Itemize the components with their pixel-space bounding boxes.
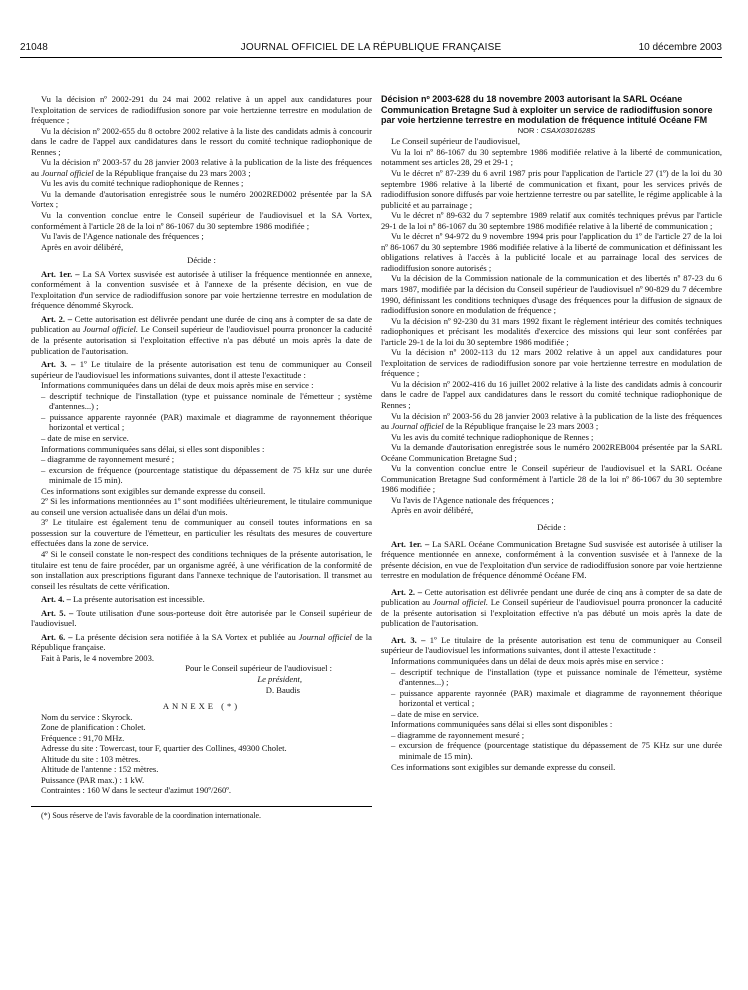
- article-text: La présente autorisation est incessible.: [70, 594, 205, 605]
- header-rule: [20, 57, 722, 58]
- footnote: (*) Sous réserve de l'avis favorable de la coordination internationale.: [41, 811, 262, 820]
- annexe-item: Nom du service : Skyrock.: [41, 711, 133, 722]
- journal-officiel-ref: Journal officiel: [391, 421, 444, 432]
- article-label: Art. 3. –: [41, 359, 76, 370]
- body-paragraph: Ces informations sont exigibles sur demande expresse du conseil.: [41, 485, 266, 496]
- article-3: [381, 635, 722, 656]
- visa-paragraph: Vu la décision nº 2002-416 du 16 juillet 2002 relative à la liste des candidats admis à concourir dans le cadre de l'appel aux candidatures dans le ressort du comité technique radiophonique de Rennes ;: [381, 378, 722, 410]
- article-label: Art. 4. –: [41, 594, 71, 605]
- article-label: Art. 1er. –: [41, 268, 80, 279]
- list-item: – diagramme de rayonnement mesuré ;: [41, 454, 175, 465]
- article-4: [31, 594, 372, 605]
- signature-line: Pour le Conseil supérieur de l'audiovisuel :: [185, 663, 332, 674]
- article-label: Art. 1er. –: [391, 538, 430, 549]
- article-text: Le Conseil supérieur de l'audiovisuel pourra prononcer la caducité de la présente autorisation si l'exploitation effective n'a pas débuté un mois après la date de publication de l'autorisation.: [381, 597, 722, 629]
- journal-officiel-ref: Journal officiel.: [432, 597, 489, 608]
- visa-paragraph: Vu la décision nº 2002-655 du 8 octobre 2002 relative à la liste des candidats admis à concourir dans le cadre de l'appel aux candidatures dans le ressort du comité technique radiophonique de Rennes ;: [31, 125, 372, 157]
- decide-heading: Décide :: [537, 522, 566, 533]
- signature-place-date: Fait à Paris, le 4 novembre 2003.: [41, 652, 154, 663]
- list-item: – puissance apparente rayonnée (PAR) maximale et diagramme de rayonnement théorique horizontal et vertical ;: [41, 411, 372, 433]
- visa-paragraph: Le Conseil supérieur de l'audiovisuel,: [391, 136, 521, 147]
- visa-paragraph: Vu la décision nº 2002-113 du 12 mars 2002 relative à un appel aux candidatures pour l'exploitation de services de radiodiffusion sonore par voie hertzienne terrestre en modulation de fréquence ;: [381, 347, 722, 379]
- body-paragraph: 2º Si les informations mentionnées au 1º sont modifiées ultérieurement, le titulaire communique au conseil une version actualisée dans un délai d'un mois.: [31, 496, 372, 517]
- visa-paragraph: Vu la convention conclue entre le Conseil supérieur de l'audiovisuel et la SARL Océane Communication Bretagne Sud conformément à l'article 28 de la loi nº 86-1067 du 30 septembre 1986 modifiée ;: [381, 463, 722, 495]
- article-6: [31, 632, 372, 653]
- info-heading: Informations communiquées sans délai si elles sont disponibles :: [391, 719, 613, 730]
- annexe-heading: ANNEXE (*): [162, 701, 241, 712]
- article-label: Art. 2. –: [391, 586, 422, 597]
- visa-paragraph: Vu la convention conclue entre le Conseil supérieur de l'audiovisuel et la SA Vortex, conformément à l'article 28 de la loi nº 86-1067 du 30 septembre 1986 modifiée ;: [31, 210, 372, 231]
- article-2: [31, 314, 372, 356]
- visa-paragraph: Vu l'avis de l'Agence nationale des fréquences ;: [391, 494, 554, 505]
- visa-paragraph: Vu le décret nº 89-632 du 7 septembre 1989 relatif aux comités techniques prévus par l'article 29-1 de la loi nº 86-1067 du 30 septembre 1986 modifiée relative à la liberté de communication ;: [381, 210, 722, 231]
- list-item: – excursion de fréquence (pourcentage statistique du dépassement de 75 KHz sur une durée minimale de 15 min).: [391, 740, 722, 761]
- list-item: – descriptif technique de l'installation (type et puissance nominale de l'émetteur, système d'antennes...) ;: [391, 666, 722, 688]
- visa-paragraph: Vu la loi nº 86-1067 du 30 septembre 1986 modifiée relative à la liberté de communication, notamment ses articles 28, 29 et 29-1 ;: [381, 146, 722, 168]
- article-text: de la République française.: [31, 631, 372, 653]
- article-5: [31, 608, 372, 629]
- right-column: [381, 94, 722, 772]
- article-text: La SA Vortex susvisée est autorisée à utiliser la fréquence mentionnée en annexe, conformément à la convention susvisée et à l'annexe de la présente décision, en vue de l'exploitation d'un service de radiodiffusion sonore par voie hertzienne terrestre en modulation de fréquence dénommé Skyrock.: [31, 268, 372, 311]
- list-item: – diagramme de rayonnement mesuré ;: [391, 729, 525, 740]
- article-text: 1º Le titulaire de la présente autorisation est tenu de communiquer au Conseil supérieur de l'audiovisuel les informations suivantes, dont il atteste l'exactitude :: [31, 359, 372, 380]
- visa-text: Vu la décision nº 2003-56 du 28 janvier 2003 relative à la publication de la liste des fréquences au: [381, 410, 722, 432]
- article-3: [31, 359, 372, 380]
- visa-paragraph: Vu la décision de la Commission nationale de la communication et des libertés nº 87-23 du 6 mars 1987, modifiée par la décision du Conseil supérieur de l'audiovisuel nº 90-829 du 7 décembre 1990, définissant les conditions techniques d'usage des fréquences pour la diffusion de signaux de radiodiffusion sonore en modulation de fréquence ;: [381, 273, 722, 316]
- visa-paragraph: [381, 411, 722, 432]
- visa-paragraph: Vu les avis du comité technique radiophonique de Rennes ;: [41, 178, 244, 189]
- article-label: Art. 6. –: [41, 631, 73, 642]
- visa-paragraph: Vu la demande d'autorisation enregistrée sous le numéro 2002RED002 présentée par la SA Vortex ;: [31, 188, 372, 210]
- nor-label: NOR :: [517, 125, 541, 135]
- article-text: Cette autorisation est délivrée pendant une durée de cinq ans à compter de sa date de publication au: [31, 313, 372, 335]
- visa-text: Vu la décision nº 2003-57 du 28 janvier 2003 relative à la publication de la liste des fréquences au: [31, 157, 372, 178]
- visa-paragraph: Vu le décret nº 94-972 du 9 novembre 1994 pris pour l'application du 1º de l'article 27 de la loi nº 86-1067 du 30 septembre 1986 modifiée relative à la liberté de communication et définissant les obligations relatives à l'accès à la publicité locale et au parrainage local des services de radiodiffusion sonore autorisés ;: [381, 231, 722, 273]
- info-heading: Informations communiquées sans délai, si elles sont disponibles :: [41, 443, 265, 454]
- journal-officiel-ref: Journal officiel: [41, 167, 94, 178]
- annexe-item: Fréquence : 91,70 MHz.: [41, 732, 125, 743]
- annexe-item: Puissance (PAR max.) : 1 kW.: [41, 774, 145, 785]
- visa-paragraph: Vu la demande d'autorisation enregistrée sous le numéro 2002REB004 présentée par la SARL Océane Communication Bretagne Sud ;: [381, 442, 722, 463]
- annexe-item: Zone de planification : Cholet.: [41, 722, 146, 733]
- visa-paragraph: Vu la décision nº 92-230 du 31 mars 1992 fixant le règlement intérieur des comités techniques radiophoniques et précisant les modalités d'exercice des missions qui leur sont conférées par l'article 29-1 de la loi du 30 septembre 1986 modifiée ;: [381, 315, 722, 347]
- visa-paragraph: Après en avoir délibéré,: [391, 505, 474, 516]
- visa-paragraph: Vu la décision nº 2002-291 du 24 mai 2002 relative à un appel aux candidatures pour l'exploitation de services de radiodiffusion sonore par voie hertzienne terrestre en modulation de fréquence ;: [31, 94, 372, 126]
- article-text: Le Conseil supérieur de l'audiovisuel pourra prononcer la caducité de la présente autorisation si l'exploitation effective n'a pas débuté un mois après la date de publication de l'autorisation.: [31, 324, 372, 356]
- page-number: 21048: [20, 42, 48, 53]
- left-column: [31, 94, 372, 822]
- body-paragraph: 3º Le titulaire est également tenu de communiquer au conseil toutes informations en sa possession sur la couverture de l'émetteur, en particulier les résultats des mesures de couverture effectuées dans la zone de service.: [31, 517, 372, 549]
- article-label: Art. 3. –: [391, 634, 426, 645]
- list-item: – descriptif technique de l'installation (type et puissance nominale de l'émetteur ; système d'antennes...) ;: [41, 390, 372, 412]
- signature-title: Le président,: [257, 673, 302, 684]
- body-paragraph: 4º Si le conseil constate le non-respect des conditions techniques de la présente autorisation, le titulaire est tenu de faire procéder, par un organisme agréé, à une vérification de la conformité de son installation aux prescriptions figurant dans l'annexe technique de l'autorisation. Il transmet au conseil les résultats de cette vérification.: [31, 548, 372, 591]
- article-1: [381, 539, 722, 581]
- signature-name: D. Baudis: [265, 684, 300, 695]
- info-heading: Informations communiquées dans un délai de deux mois après mise en service :: [41, 380, 314, 391]
- visa-paragraph: Vu les avis du comité technique radiophonique de Rennes ;: [391, 431, 594, 442]
- visa-paragraph: Vu le décret nº 87-239 du 6 avril 1987 pris pour l'application de l'article 27 (1º) de la loi du 30 septembre 1986 relative à la liberté de communication et fixant, pour les services privés de radiodiffusion sonore diffusés par voie hertzienne terrestre ou par satellite, le régime applicable à la publicité et au parrainage ;: [381, 167, 722, 210]
- page-header: [20, 42, 722, 56]
- visa-text: de la République française du 23 mars 2003 ;: [93, 167, 251, 178]
- article-text: Toute utilisation d'une sous-porteuse doit être autorisée par le Conseil supérieur de l'audiovisuel.: [31, 607, 373, 629]
- footnote-rule: [31, 806, 372, 807]
- article-text: 1º Le titulaire de la présente autorisation est tenu de communiquer au Conseil supérieur de l'audiovisuel les informations suivantes, dont il atteste l'exactitude :: [381, 634, 722, 656]
- list-item: – excursion de fréquence (pourcentage statistique du dépassement de 75 kHz sur une durée minimale de 15 min).: [41, 464, 372, 486]
- article-2: [381, 587, 722, 629]
- visa-text: de la République française le 23 mars 2003 ;: [443, 421, 599, 432]
- annexe-item: Adresse du site : Towercast, tour F, quartier des Collines, 49300 Cholet.: [41, 743, 287, 754]
- list-item: – date de mise en service.: [41, 432, 129, 443]
- annexe-item: Altitude du site : 103 mètres.: [41, 753, 141, 764]
- journal-title: JOURNAL OFFICIEL DE LA RÉPUBLIQUE FRANÇAISE: [240, 42, 502, 53]
- nor-code: CSAX0301628S: [540, 125, 596, 135]
- visa-paragraph: Après en avoir délibéré,: [41, 241, 124, 252]
- article-label: Art. 2. –: [41, 313, 72, 324]
- list-item: – date de mise en service.: [391, 708, 479, 719]
- nor-reference: [381, 126, 722, 137]
- decide-heading: Décide :: [187, 255, 216, 266]
- journal-officiel-ref: Journal officiel.: [82, 324, 139, 335]
- article-text: La SARL Océane Communication Bretagne Sud susvisée est autorisée à utiliser la fréquence mentionnée en annexe, conformément à la convention susvisée et à l'annexe de la présente décision, en vue de l'exploitation d'un service de radiodiffusion sonore par voie hertzienne terrestre en modulation de fréquence dénommé Océane FM.: [381, 538, 722, 581]
- annexe-item: Altitude de l'antenne : 152 mètres.: [41, 764, 159, 775]
- article-text: Cette autorisation est délivrée pendant une durée de cinq ans à compter de sa date de publication au: [381, 586, 722, 608]
- list-item: – puissance apparente rayonnée (PAR) maximale et diagramme de rayonnement théorique horizontal et vertical ;: [391, 687, 722, 709]
- info-heading: Informations communiquées dans un délai de deux mois après mise en service :: [391, 656, 664, 667]
- body-paragraph: Ces informations sont exigibles sur demande expresse du conseil.: [391, 761, 616, 772]
- visa-paragraph: [31, 157, 372, 178]
- article-label: Art. 5. –: [41, 607, 74, 618]
- issue-date: 10 décembre 2003: [638, 42, 722, 53]
- article-1: [31, 269, 372, 311]
- decision-title: Décision nº 2003-628 du 18 novembre 2003 autorisant la SARL Océane Communication Bretagne Sud à exploiter un service de radiodiffusion sonore par voie hertzienne terrestre en modulation de fréquence intitulé Océane FM: [381, 94, 713, 126]
- article-text: La présente décision sera notifiée à la SA Vortex et publiée au: [72, 631, 299, 642]
- annexe-item: Contraintes : 160 W dans le secteur d'azimut 190º/260º.: [41, 785, 232, 796]
- journal-officiel-ref: Journal officiel: [298, 631, 352, 642]
- visa-paragraph: Vu l'avis de l'Agence nationale des fréquences ;: [41, 231, 204, 242]
